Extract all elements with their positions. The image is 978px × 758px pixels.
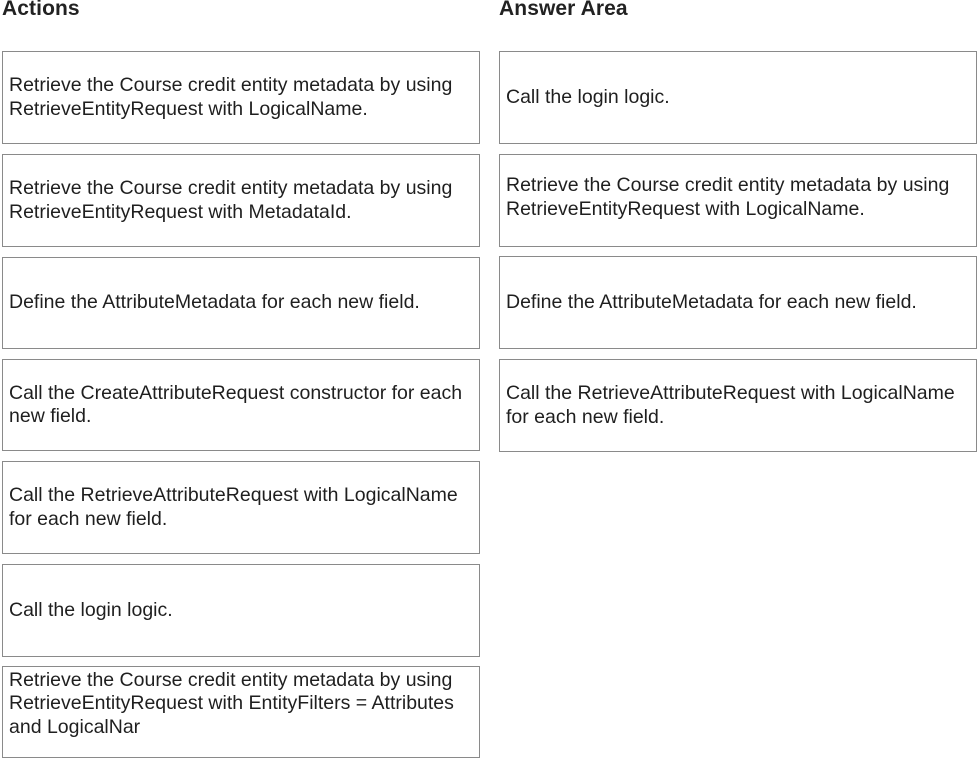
action-card-define-attributemetadata[interactable]: [2, 257, 480, 349]
action-card-label: Retrieve the Course credit entity metadata by using RetrieveEntityRequest with EntityFilters = Attributes and LogicalNar: [9, 669, 454, 738]
action-card-retrieveattributerequest[interactable]: [2, 461, 480, 554]
actions-heading: Actions: [2, 0, 80, 20]
answer-card-retrieveattributerequest[interactable]: [499, 359, 977, 452]
answer-card-define-attributemetadata[interactable]: [499, 256, 977, 349]
answer-card-retrieve-entity-logicalname[interactable]: [499, 154, 977, 247]
action-card-retrieve-entity-logicalname[interactable]: [2, 51, 480, 144]
action-card-label: Call the RetrieveAttributeRequest with LogicalName for each new field.: [9, 484, 458, 530]
answer-card-label: Retrieve the Course credit entity metadata by using RetrieveEntityRequest with LogicalName.: [506, 174, 950, 220]
action-card-login-logic[interactable]: [2, 564, 480, 657]
answer-card-login-logic[interactable]: [499, 51, 977, 144]
action-card-label: Define the AttributeMetadata for each new field.: [9, 291, 420, 314]
action-card-label: Retrieve the Course credit entity metadata by using RetrieveEntityRequest with LogicalName.: [9, 74, 453, 120]
action-card-createattributerequest[interactable]: [2, 359, 480, 451]
action-card-label: Call the login logic.: [9, 598, 173, 621]
action-card-label: Call the CreateAttributeRequest constructor for each new field.: [9, 381, 463, 427]
answer-card-label: Call the login logic.: [506, 85, 670, 108]
answer-area-heading: Answer Area: [499, 0, 628, 20]
action-card-retrieve-entity-metadataid[interactable]: [2, 154, 480, 247]
action-card-label: Retrieve the Course credit entity metadata by using RetrieveEntityRequest with MetadataId.: [9, 177, 453, 223]
answer-card-label: Call the RetrieveAttributeRequest with LogicalName for each new field.: [506, 382, 955, 428]
answer-card-label: Define the AttributeMetadata for each new field.: [506, 290, 917, 313]
action-card-retrieve-entity-filters[interactable]: [2, 666, 480, 758]
